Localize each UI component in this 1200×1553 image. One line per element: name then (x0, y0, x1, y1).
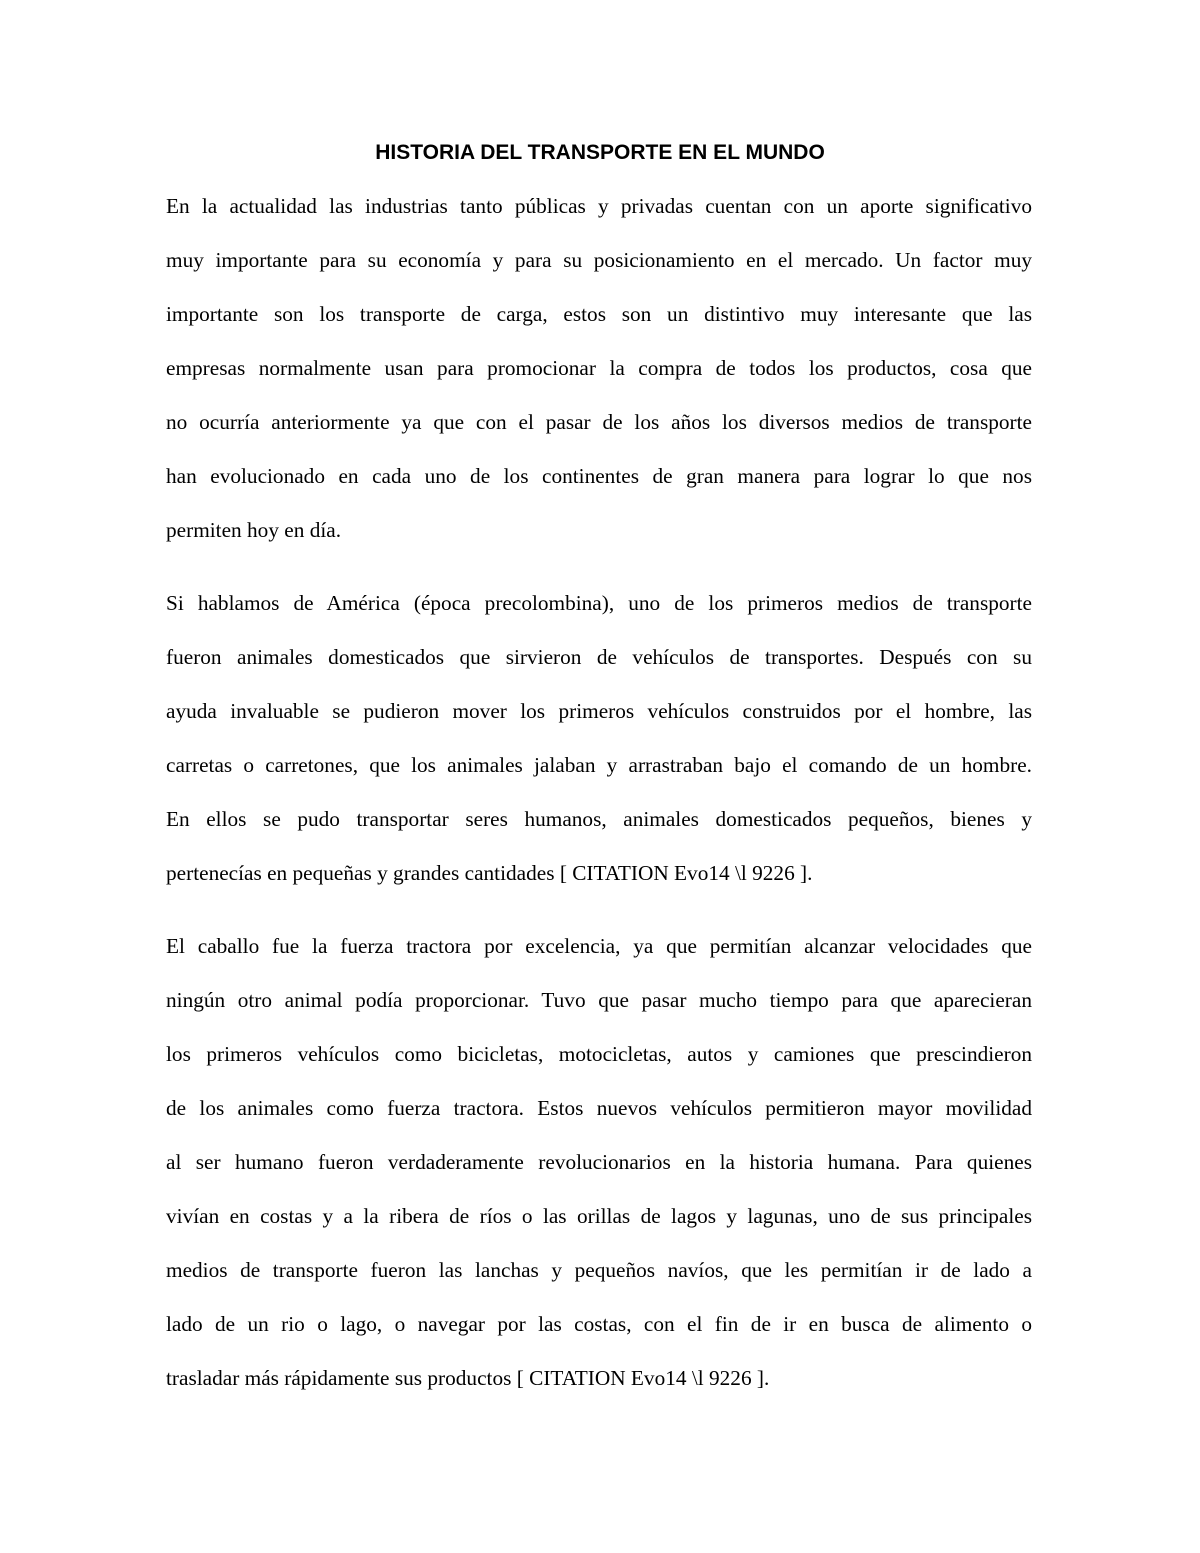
text-line: ningún otro animal podía proporcionar. Tuvo que pasar mucho tiempo para que aparecieran (166, 988, 1032, 1012)
text-line: lado de un rio o lago, o navegar por las costas, con el fin de ir en busca de alimento o (166, 1312, 1032, 1336)
paragraph-2 (166, 576, 1032, 900)
text-line: Si hablamos de América (época precolombina), uno de los primeros medios de transporte (166, 591, 1032, 615)
paragraph-1 (166, 179, 1032, 557)
text-line: ayuda invaluable se pudieron mover los primeros vehículos construidos por el hombre, las (166, 699, 1032, 723)
text-line: han evolucionado en cada uno de los continentes de gran manera para lograr lo que nos (166, 464, 1032, 488)
text-line: permiten hoy en día. (166, 518, 342, 542)
text-line: muy importante para su economía y para su posicionamiento en el mercado. Un factor muy (166, 248, 1032, 272)
text-line: trasladar más rápidamente sus productos [ CITATION Evo14 \l 9226 ]. (166, 1366, 770, 1390)
text-line: pertenecías en pequeñas y grandes cantidades [ CITATION Evo14 \l 9226 ]. (166, 861, 813, 885)
text-line: En ellos se pudo transportar seres humanos, animales domesticados pequeños, bienes y (166, 807, 1032, 831)
text-line: los primeros vehículos como bicicletas, motocicletas, autos y camiones que prescindieron (166, 1042, 1032, 1066)
text-line: carretas o carretones, que los animales jalaban y arrastraban bajo el comando de un hombre. (166, 753, 1032, 777)
text-line: no ocurría anteriormente ya que con el pasar de los años los diversos medios de transporte (166, 410, 1032, 434)
document-title: HISTORIA DEL TRANSPORTE EN EL MUNDO (375, 141, 825, 164)
text-line: importante son los transporte de carga, estos son un distintivo muy interesante que las (166, 302, 1032, 326)
text-line: empresas normalmente usan para promocionar la compra de todos los productos, cosa que (166, 356, 1032, 380)
paragraph-3 (166, 919, 1032, 1405)
text-line: de los animales como fuerza tractora. Estos nuevos vehículos permitieron mayor movilidad (166, 1096, 1032, 1120)
text-line: vivían en costas y a la ribera de ríos o las orillas de lagos y lagunas, uno de sus principales (166, 1204, 1032, 1228)
text-line: En la actualidad las industrias tanto públicas y privadas cuentan con un aporte significativo (166, 194, 1032, 218)
text-line: medios de transporte fueron las lanchas y pequeños navíos, que les permitían ir de lado a (166, 1258, 1032, 1282)
text-line: al ser humano fueron verdaderamente revolucionarios en la historia humana. Para quienes (166, 1150, 1032, 1174)
text-line: fueron animales domesticados que sirvieron de vehículos de transportes. Después con su (166, 645, 1032, 669)
text-line: El caballo fue la fuerza tractora por excelencia, ya que permitían alcanzar velocidades que (166, 934, 1032, 958)
